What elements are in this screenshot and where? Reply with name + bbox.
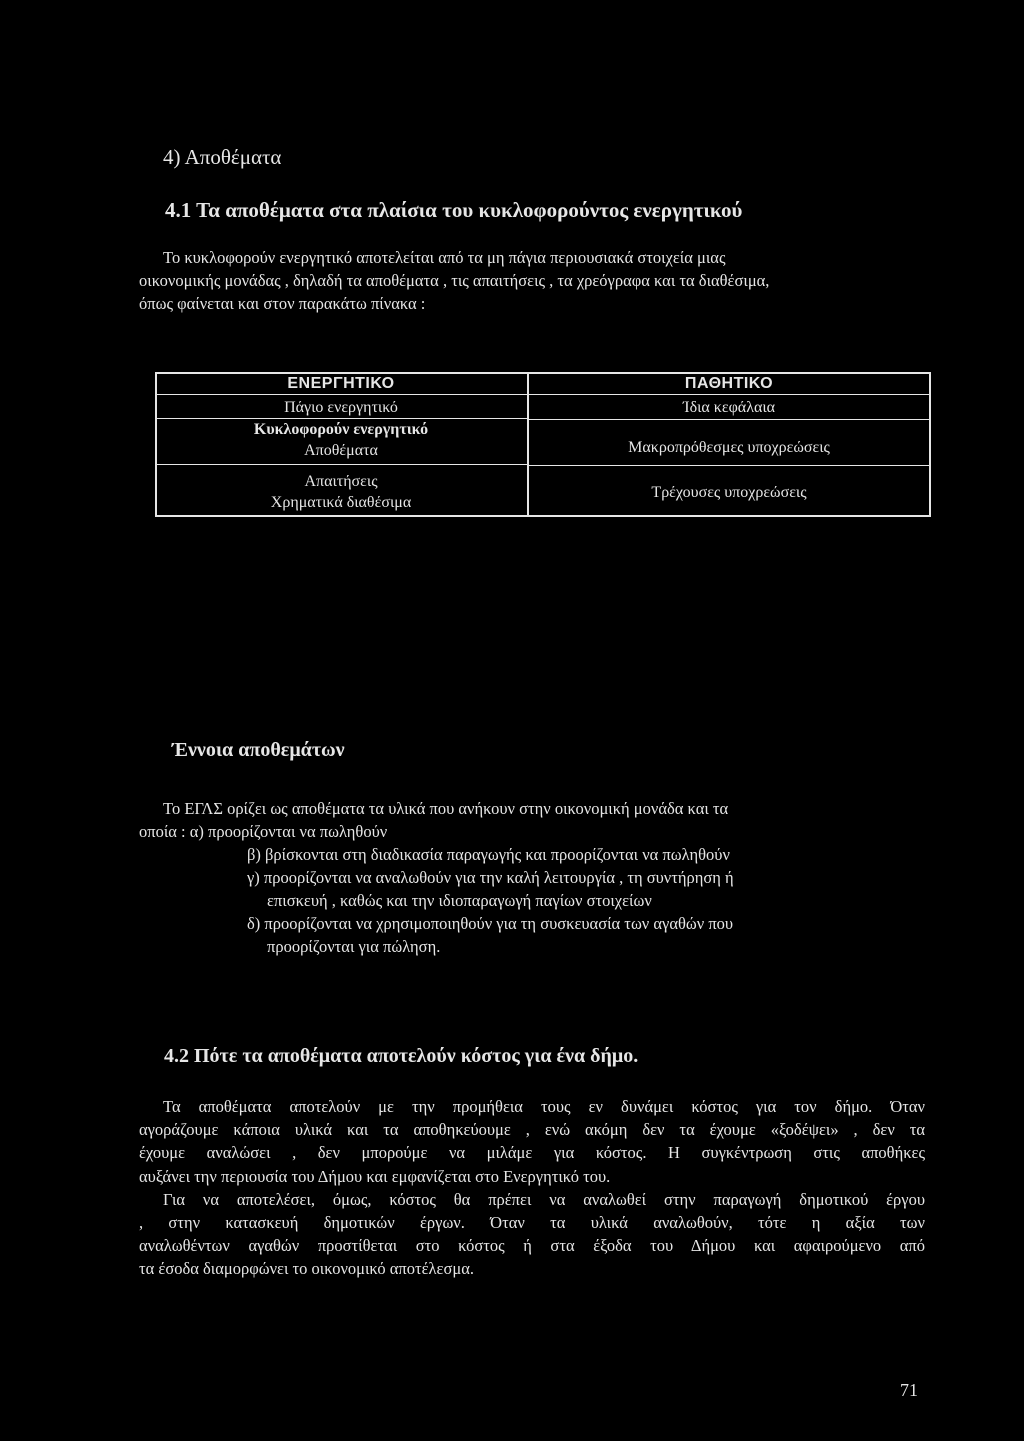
subsection-4-2-title: 4.2 Πότε τα αποθέματα αποτελούν κόστος για ένα δήμο.: [164, 1045, 639, 1067]
cost-line: Τα αποθέματα αποτελούν με την προμήθεια τους εν δυνάμει κόστος για τον δήμο. Όταν: [163, 1097, 925, 1116]
cash-cell: Χρηματικά διαθέσιμα: [270, 494, 412, 511]
concept-item-c: γ) προορίζονται να αναλωθούν για την καλή λειτουργία , τη συντήρηση ή: [247, 868, 734, 887]
concept-paragraph: [139, 797, 925, 958]
concept-line: Το ΕΓΛΣ ορίζει ως αποθέματα τα υλικά που ανήκουν στην οικονομική μονάδα και τα: [163, 799, 729, 818]
intro-line: Το κυκλοφορούν ενεργητικό αποτελείται από τα μη πάγια περιουσιακά στοιχεία μιας: [163, 248, 726, 267]
concept-item-c-continued: επισκευή , καθώς και την ιδιοπαραγωγή παγίων στοιχείων: [267, 891, 652, 910]
long-term-liabilities-cell: Μακροπρόθεσμες υποχρεώσεις: [628, 439, 830, 456]
concept-item-d: δ) προορίζονται να χρησιμοποιηθούν για τη συσκευασία των αγαθών που: [247, 914, 734, 933]
cost-line: έχουμε αναλώσει , δεν μπορούμε να μιλάμε για κόστος. Η συγκέντρωση στις αποθήκες: [139, 1143, 925, 1163]
table-row-divider: [529, 465, 929, 466]
fixed-assets-cell: Πάγιο ενεργητικό: [284, 399, 398, 416]
subsection-4-1-title: 4.1 Τα αποθέματα στα πλαίσια του κυκλοφορούντος ενεργητικού: [165, 198, 743, 222]
equity-cell: Ίδια κεφάλαια: [682, 399, 776, 416]
cost-line: τα έσοδα διαμορφώνει το οικονομικό αποτέλεσμα.: [139, 1259, 474, 1279]
table-border-right: [929, 372, 931, 517]
balance-sheet-table: [155, 372, 931, 517]
intro-paragraph: [139, 246, 925, 315]
receivables-cell: Απαιτήσεις: [304, 473, 378, 490]
current-assets-cell: Κυκλοφορούν ενεργητικό: [253, 421, 429, 438]
intro-line: οικονομικής μονάδας , δηλαδή τα αποθέματα , τις απαιτήσεις , τα χρεόγραφα και τα διαθέσιμα,: [139, 271, 770, 290]
cost-line: , στην κατασκευή δημοτικών έργων. Όταν τα υλικά αναλωθούν, τότε η αξία των: [139, 1213, 925, 1233]
current-liabilities-cell: Τρέχουσες υποχρεώσεις: [651, 484, 807, 501]
table-row-divider: [155, 464, 527, 465]
cost-line: αναλωθέντων αγαθών προστίθεται στο κόστος ή στα έξοδα του Δήμου και αφαιρούμενο από: [139, 1236, 925, 1256]
cost-line: αυξάνει την περιουσία του Δήμου και εμφανίζεται στο Ενεργητικό του.: [139, 1166, 611, 1186]
cost-line: Για να αποτελέσει, όμως, κόστος θα πρέπει να αναλωθεί στην παραγωγή δημοτικού έργου: [163, 1189, 925, 1209]
table-row-divider: [529, 419, 929, 420]
table-border-bottom: [155, 515, 931, 517]
concept-line: οποία : α) προορίζονται να πωληθούν: [139, 822, 388, 841]
intro-line: όπως φαίνεται και στον παρακάτω πίνακα :: [139, 294, 426, 313]
concept-item-b: β) βρίσκονται στη διαδικασία παραγωγής και προορίζονται να πωληθούν: [247, 845, 730, 864]
concept-item-d-continued: προορίζονται για πώληση.: [267, 937, 441, 956]
cost-paragraph: [139, 1095, 925, 1281]
concept-title: Έννοια αποθεμάτων: [172, 739, 345, 761]
inventories-cell: Αποθέματα: [304, 442, 378, 459]
table-row-divider: [529, 394, 929, 395]
table-row-divider: [155, 418, 527, 419]
page-number: 71: [900, 1380, 918, 1400]
section-title: 4) Αποθέματα: [163, 145, 282, 169]
cost-line: αγοράζουμε κάποια υλικά και τα αποθηκεύουμε , ενώ ακόμη δεν τα έχουμε «ξοδέψει» , δεν τα: [139, 1120, 925, 1140]
liabilities-header: ΠΑΘΗΤΙΚΟ: [684, 375, 774, 392]
assets-header: ΕΝΕΡΓΗΤΙΚΟ: [287, 375, 395, 392]
table-row-divider: [155, 394, 527, 395]
